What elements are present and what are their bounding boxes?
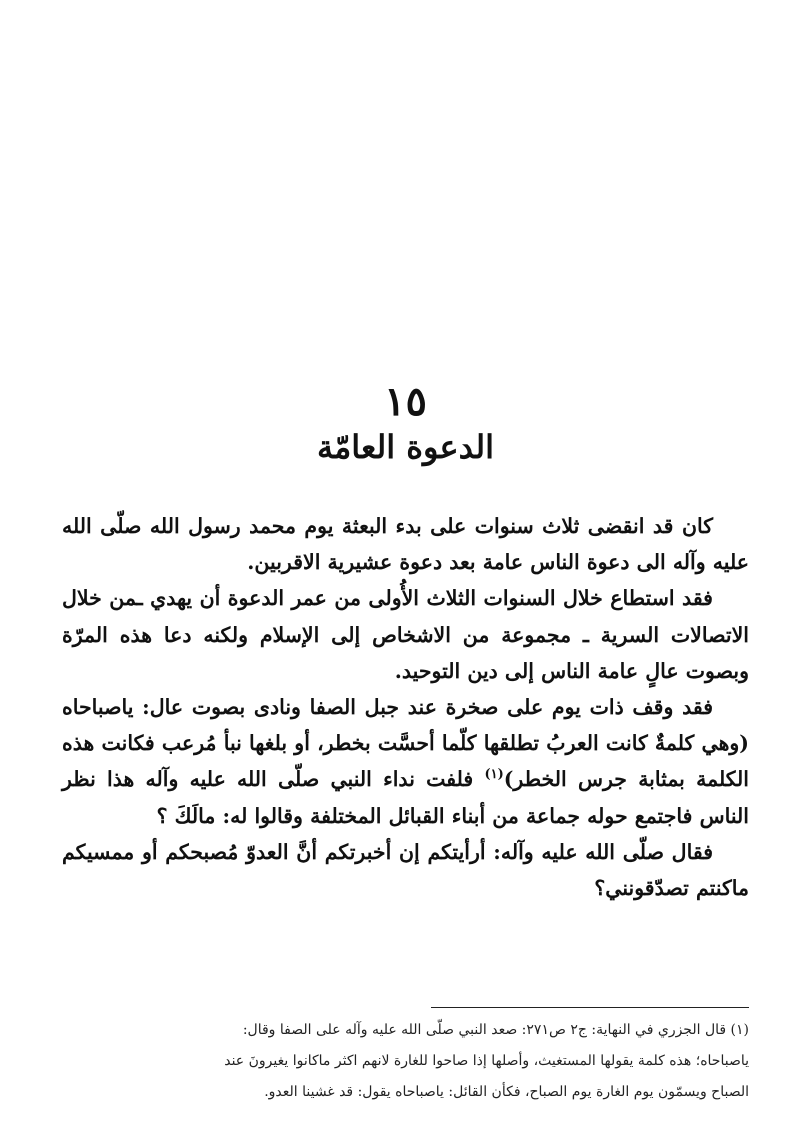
paragraph-3 [62, 689, 749, 834]
footnote-reference: (١) [484, 767, 504, 783]
paragraph-4: فقال صلّى الله عليه وآله: أرأيتكم إن أخبرتكم أنَّ العدوّ مُصبحكم أو ممسيكم ماكنتم تصدّقونني؟ [62, 839, 749, 901]
footnote [62, 1015, 749, 1108]
footnote-line-3: الصباح ويسمّون يوم الغارة يوم الصباح، فكأن القائل: ياصباحاه يقول: قد غشينا العدو. [264, 1084, 749, 1100]
chapter-number: ١٥ [384, 378, 427, 425]
chapter-title: الدعوة العامّة [316, 428, 495, 466]
paragraph-1: كان قد انقضى ثلاث سنوات على بدء البعثة يوم محمد رسول الله صلّى الله عليه وآله الى دعوة الناس عامة بعد دعوة عشيرية الاقربين. [62, 514, 749, 575]
paragraph-2: فقد استطاع خلال السنوات الثلاث الأُولى من عمر الدعوة أن يهدي ـمن خلال الاتصالات السرية ـ مجموعة من الاشخاص إلى الإسلام ولكنه دعا هذه المرّة وبصوت عالٍ عامة الناس إلى دين التوحيد. [62, 586, 749, 683]
body-text [62, 508, 749, 906]
footnote-line-1: (١) قال الجزري في النهاية: ج٢ ص٢٧١: صعد النبي صلّى الله عليه وآله على الصفا وقال: [242, 1022, 749, 1038]
footnote-divider [431, 1007, 749, 1008]
paragraph-3-text-b: فلفت نداء النبي صلّى الله عليه وآله هذا نظر الناس فاجتمع حوله جماعة من أبناء القبائل المختلفة وقالوا له: مالَكَ ؟ [62, 767, 749, 828]
paragraph-3-text-a: فقد وقف ذات يوم على صخرة عند جبل الصفا ونادى بصوت عال: ياصباحاه (وهي كلمةٌ كانت العربُ تطلقها كلّما أحسَّت بخطر، أو بلغها نبأ مُرعب فكانت هذه الكلمة بمثابة جرس الخطر) [62, 695, 749, 792]
footnote-line-2: ياصباحاه؛ هذه كلمة يقولها المستغيث، وأصلها إذا صاحوا للغارة لانهم اكثر ماكانوا يغيرونَ عند [224, 1053, 749, 1069]
